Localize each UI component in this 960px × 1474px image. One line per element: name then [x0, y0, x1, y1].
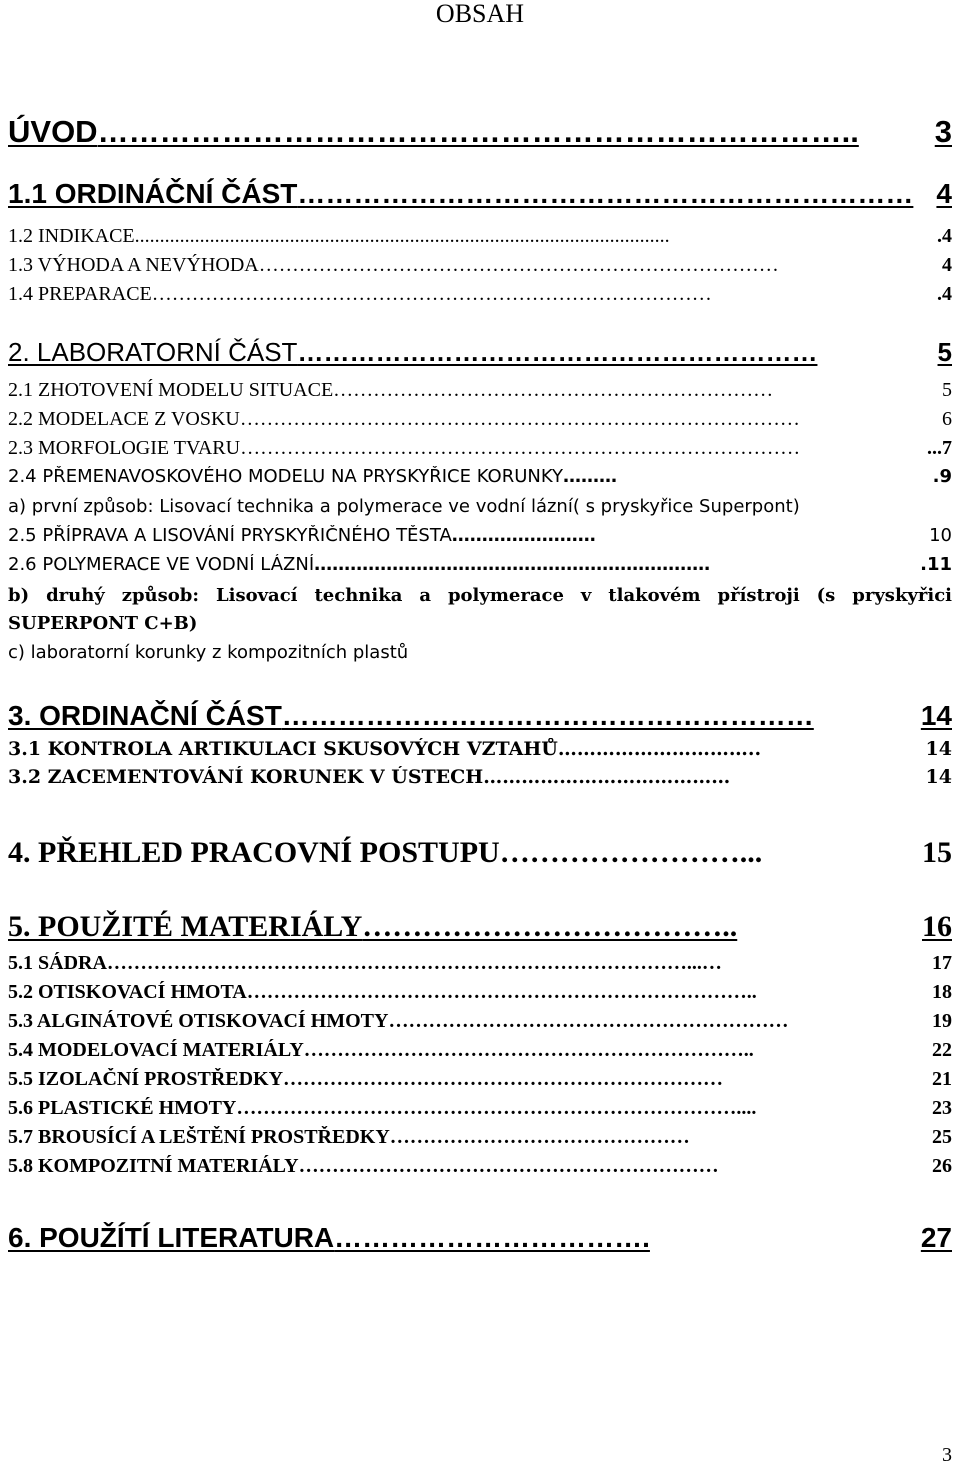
toc-entry-page: ...7 [927, 437, 952, 459]
toc-entry-2-5[interactable] [8, 525, 952, 546]
page-heading: OBSAH [435, 0, 525, 28]
toc-entry-5-2[interactable] [8, 981, 952, 1004]
toc-entry-title: 3. ORDINAČNÍ ČÁST [8, 700, 282, 731]
toc-entry-5-8[interactable] [8, 1155, 952, 1178]
toc-entry-leader: ……………………………….. [362, 910, 738, 943]
toc-entry-leader: ………………………………………………………………….. [246, 981, 757, 1003]
toc-entry-leader: ………………………………………………………………………… [151, 283, 712, 305]
toc-entry-2-2[interactable] [8, 408, 952, 431]
toc-entry-title: 4. PŘEHLED PRACOVNÍ POSTUPU [8, 836, 500, 869]
toc-entry-title: 5. POUŽITÉ MATERIÁLY [8, 910, 363, 943]
toc-entry-leader: ………………………………………………… [281, 700, 814, 731]
toc-entry-title: 2. LABORATORNÍ ČÁST [8, 337, 298, 367]
toc-entry-leader: ………………………………… [483, 766, 731, 788]
toc-entry-leader: …………………………………………………… [388, 1010, 789, 1032]
toc-entry-leader: ………………………………………………………… [297, 178, 914, 209]
toc-entry-leader: ………………………………………………………….. [303, 1039, 754, 1061]
toc-entry-page: 21 [932, 1068, 952, 1090]
toc-entry-1-2[interactable] [8, 225, 952, 248]
page-number: 3 [942, 1444, 952, 1466]
toc-entry-page: 15 [922, 836, 952, 869]
toc-entry-uvod[interactable] [8, 114, 952, 150]
toc-entry-title: 5.2 OTISKOVACÍ HMOTA [8, 981, 247, 1003]
toc-entry-leader: ………………………………………………………… [283, 1068, 724, 1090]
toc-entry-page: 27 [920, 1222, 952, 1253]
toc-entry-title: 2.4 PŘEMENAVOSKOVÉHO MODELU NA PRYSKYŘICE KORUNKY [8, 466, 564, 487]
toc-entry-title: 2.3 MORFOLOGIE TVARU [8, 437, 241, 459]
toc-entry-title: 5.7 BROUSÍCÍ A LEŠTĚNÍ PROSTŘEDKY [8, 1126, 390, 1148]
toc-entry-leader: ………………………………………………………………………… [240, 437, 801, 459]
toc-entry-4[interactable] [8, 836, 952, 870]
toc-entry-leader: ………………………………………………………… [314, 554, 711, 575]
toc-entry-page: 25 [932, 1126, 952, 1148]
toc-entry-title: 1.1 ORDINÁČNÍ ČÁST [8, 178, 298, 209]
toc-entry-leader: ……………………... [499, 836, 763, 869]
toc-entry-title: 2.1 ZHOTOVENÍ MODELU SITUACE [8, 379, 334, 401]
toc-entry-page: .4 [937, 283, 952, 305]
toc-entry-page: 14 [920, 700, 952, 731]
toc-entry-page: 4 [942, 254, 952, 276]
toc-entry-page: 19 [932, 1010, 952, 1032]
toc-entry-page: 5 [937, 337, 952, 367]
toc-note-first-method: a) první způsob: Lisovací technika a polymerace ve vodní lázní( s pryskyřice Superpont) [8, 496, 800, 517]
toc-note-second-method: b) druhý způsob: Lisovací technika a polymerace v tlakovém přístroji (s pryskyřici SUPERPONT C+B) [8, 585, 952, 634]
toc-entry-6[interactable] [8, 1222, 952, 1254]
toc-entry-2-4[interactable] [8, 466, 952, 487]
toc-entry-title: 3.2 ZACEMENTOVÁNÍ KORUNEK V ÚSTECH [8, 766, 484, 788]
toc-entry-1-1[interactable] [8, 178, 952, 210]
toc-entry-page: 10 [929, 525, 952, 546]
toc-entry-3[interactable] [8, 700, 952, 732]
toc-entry-page: 3 [934, 114, 952, 149]
toc-entry-page: 18 [932, 981, 952, 1003]
toc-note-third-method: c) laboratorní korunky z kompozitních plastů [8, 642, 409, 663]
toc-entry-2-6[interactable] [8, 554, 952, 575]
toc-entry-title: 3.1 KONTROLA ARTIKULACI SKUSOVÝCH VZTAHŮ [8, 738, 558, 760]
toc-entry-page: 5 [942, 379, 952, 401]
toc-entry-leader: ………………………….. [557, 738, 762, 760]
toc-entry-title: 5.4 MODELOVACÍ MATERIÁLY [8, 1039, 304, 1061]
toc-entry-title: 2.6 POLYMERACE VE VODNÍ LÁZNÍ [8, 554, 315, 575]
toc-entry-2[interactable] [8, 337, 952, 368]
toc-entry-page: .4 [937, 225, 952, 247]
toc-entry-title: 5.1 SÁDRA [8, 952, 107, 974]
toc-entry-page: 14 [925, 766, 952, 788]
toc-entry-2-1[interactable] [8, 379, 952, 402]
toc-entry-leader: ……… [563, 466, 618, 487]
toc-entry-page: 16 [922, 910, 952, 943]
toc-entry-5-7[interactable] [8, 1126, 952, 1149]
toc-entry-title: 6. POUŽÍTÍ LITERATURA [8, 1222, 335, 1253]
toc-entry-leader: ........................................................................................................... [134, 225, 670, 247]
toc-entry-title: 1.3 VÝHODA A NEVÝHODA [8, 254, 259, 276]
toc-entry-5[interactable] [8, 910, 952, 944]
toc-entry-5-1[interactable] [8, 952, 952, 975]
toc-entry-page: .11 [920, 554, 952, 575]
toc-entry-leader: ……………………………………… [389, 1126, 690, 1148]
toc-entry-page: 22 [932, 1039, 952, 1061]
toc-entry-leader: ……………………………………………………… [298, 1155, 719, 1177]
toc-entry-page: .9 [932, 466, 952, 487]
toc-entry-title: 5.8 KOMPOZITNÍ MATERIÁLY [8, 1155, 299, 1177]
toc-entry-page: 14 [925, 738, 952, 760]
toc-entry-title: 5.6 PLASTICKÉ HMOTY [8, 1097, 237, 1119]
toc-entry-leader: ……………………………………………………………………………...… [106, 952, 722, 974]
toc-entry-leader: ………………………………………………………………………… [239, 408, 800, 430]
toc-entry-leader: ………………………………………………………………….... [236, 1097, 757, 1119]
toc-entry-title: 1.4 PREPARACE [8, 283, 152, 305]
toc-entry-5-4[interactable] [8, 1039, 952, 1062]
toc-entry-title: 2.5 PŘÍPRAVA A LISOVÁNÍ PRYSKYŘIČNÉHO TĚSTA [8, 525, 452, 546]
toc-entry-3-2[interactable] [8, 766, 952, 788]
toc-entry-title: 5.3 ALGINÁTOVÉ OTISKOVACÍ HMOTY [8, 1010, 389, 1032]
toc-entry-1-4[interactable] [8, 283, 952, 306]
toc-entry-title: 5.5 IZOLAČNÍ PROSTŘEDKY [8, 1068, 284, 1090]
toc-entry-2-3[interactable] [8, 437, 952, 460]
toc-entry-5-5[interactable] [8, 1068, 952, 1091]
toc-entry-leader: ………………………………………………………… [333, 379, 774, 401]
toc-entry-5-6[interactable] [8, 1097, 952, 1120]
toc-entry-title: 1.2 INDIKACE [8, 225, 135, 247]
toc-entry-3-1[interactable] [8, 738, 952, 760]
toc-entry-page: 17 [932, 952, 952, 974]
toc-entry-page: 6 [942, 408, 952, 430]
toc-entry-leader: …………………………………………………………………… [258, 254, 779, 276]
toc-entry-page: 23 [932, 1097, 952, 1119]
toc-entry-leader: ……………………………………………………………….. [97, 114, 859, 149]
toc-entry-page: 26 [932, 1155, 952, 1177]
toc-entry-page: 4 [936, 178, 952, 209]
toc-entry-5-3[interactable] [8, 1010, 952, 1033]
toc-entry-title: ÚVOD [8, 114, 98, 149]
toc-entry-leader: …………………… [451, 525, 596, 546]
toc-entry-title: 2.2 MODELACE Z VOSKU [8, 408, 240, 430]
toc-entry-leader: ……………………………. [334, 1222, 650, 1253]
toc-entry-leader: …………………………………………………… [297, 337, 818, 367]
toc-entry-1-3[interactable] [8, 254, 952, 277]
